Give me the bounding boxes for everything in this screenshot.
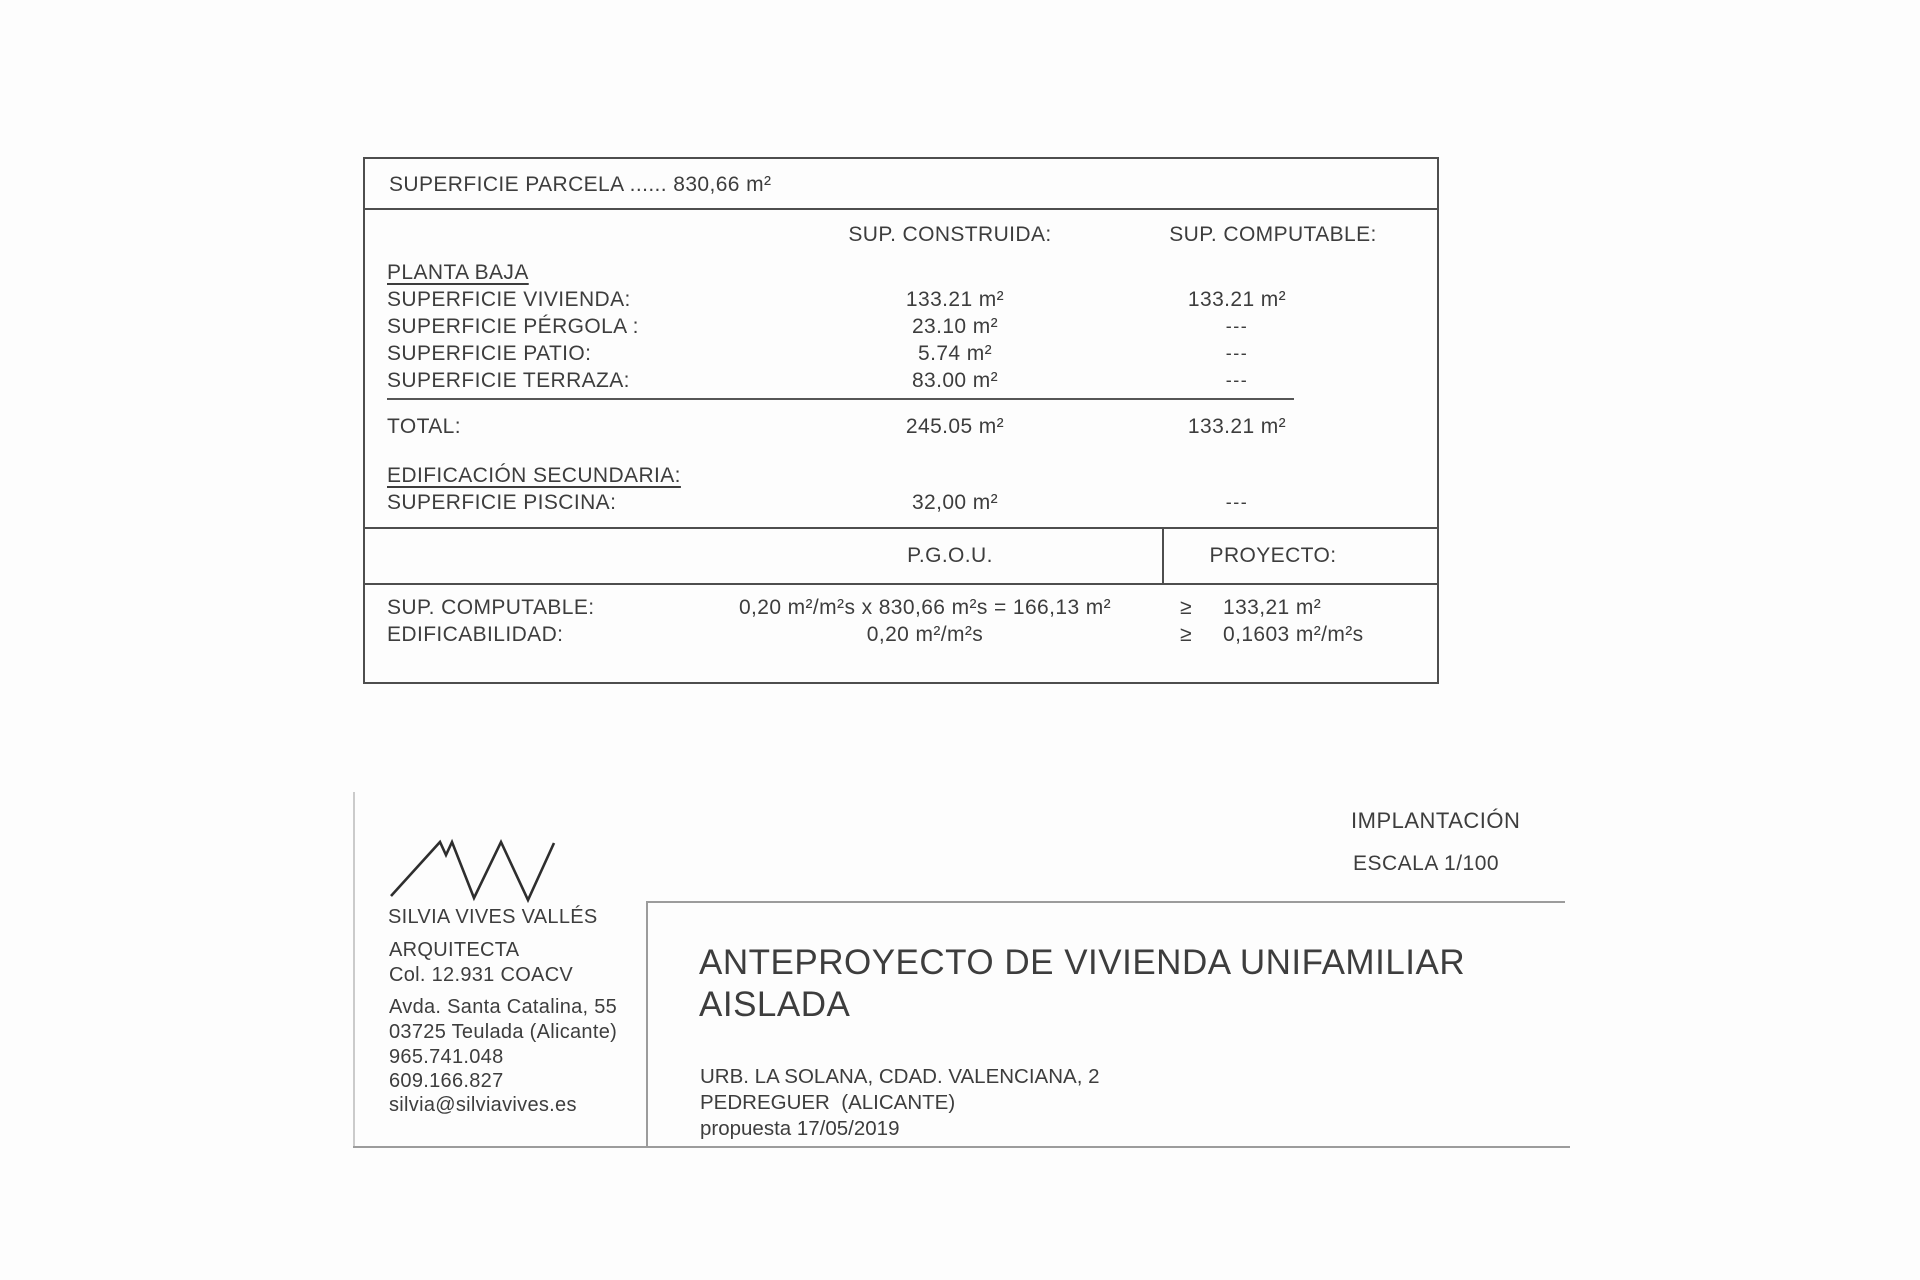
section-title-edificacion-secundaria: EDIFICACIÓN SECUNDARIA: [387, 464, 681, 487]
band-header-proyecto: PROYECTO: [1209, 544, 1337, 567]
row-value-computable: --- [1225, 492, 1249, 512]
project-title-line2: AISLADA [699, 985, 851, 1024]
row-label: SUPERFICIE VIVIENDA: [387, 288, 631, 311]
row-label: SUPERFICIE PÉRGOLA : [387, 315, 639, 338]
summary-formula: 0,20 m²/m²s x 830,66 m²s = 166,13 m² [738, 596, 1112, 619]
project-location-line2: PEDREGUER (ALICANTE) [700, 1091, 956, 1114]
architect-address-line2: 03725 Teulada (Alicante) [389, 1021, 618, 1043]
band-header-pgou: P.G.O.U. [907, 544, 993, 567]
row-value-computable: 133.21 m² [1187, 288, 1287, 311]
architect-phone-1: 965.741.048 [389, 1046, 504, 1068]
architect-role: ARQUITECTA [389, 939, 520, 961]
greater-equal-sign: ≥ [1180, 596, 1192, 619]
area-summary-table [363, 157, 1439, 684]
section-title-planta-baja: PLANTA BAJA [387, 261, 529, 284]
summary-label: SUP. COMPUTABLE: [387, 596, 595, 619]
row-value-construida: 133.21 m² [905, 288, 1005, 311]
project-date-line: propuesta 17/05/2019 [700, 1117, 900, 1140]
summary-label: EDIFICABILIDAD: [387, 623, 564, 646]
titleblock-top-border [646, 901, 1565, 903]
row-value-construida: 32,00 m² [911, 491, 999, 514]
parcel-area-label: SUPERFICIE PARCELA ...... 830,66 m² [389, 173, 772, 196]
summary-formula: 0,20 m²/m²s [866, 623, 984, 646]
column-header-sup-computable: SUP. COMPUTABLE: [1169, 223, 1377, 246]
summary-value: 133,21 m² [1223, 596, 1322, 619]
row-label: SUPERFICIE TERRAZA: [387, 369, 630, 392]
titleblock-vertical-divider [646, 903, 648, 1148]
summary-value: 0,1603 m²/m²s [1223, 623, 1364, 646]
architect-name: SILVIA VIVES VALLÉS [388, 906, 598, 928]
titleblock-left-border [353, 792, 355, 1148]
row-value-computable: --- [1225, 370, 1249, 390]
row-value-construida: 83.00 m² [911, 369, 999, 392]
column-header-sup-construida: SUP. CONSTRUIDA: [848, 223, 1052, 246]
architect-license: Col. 12.931 COACV [389, 964, 574, 986]
architect-address-line1: Avda. Santa Catalina, 55 [389, 996, 618, 1018]
row-value-construida: 23.10 m² [911, 315, 999, 338]
total-separator-line [387, 398, 1294, 400]
architect-zigzag-logo [388, 838, 558, 906]
total-label: TOTAL: [387, 415, 461, 438]
architect-phone-2: 609.166.827 [389, 1070, 504, 1092]
architect-email: silvia@silviavives.es [389, 1094, 577, 1116]
project-location-line1: URB. LA SOLANA, CDAD. VALENCIANA, 2 [700, 1065, 1100, 1088]
pgou-proyecto-band [365, 527, 1437, 585]
greater-equal-sign: ≥ [1180, 623, 1192, 646]
row-label: SUPERFICIE PISCINA: [387, 491, 617, 514]
row-value-construida: 5.74 m² [918, 342, 992, 365]
total-value-construida: 245.05 m² [905, 415, 1005, 438]
row-label: SUPERFICIE PATIO: [387, 342, 592, 365]
project-title-line1: ANTEPROYECTO DE VIVIENDA UNIFAMILIAR [699, 943, 1466, 982]
total-value-computable: 133.21 m² [1187, 415, 1287, 438]
sheet-view-name: IMPLANTACIÓN [1351, 808, 1521, 833]
titleblock-bottom-border [353, 1146, 1570, 1148]
row-value-computable: --- [1225, 316, 1249, 336]
parcel-area-row [365, 159, 1437, 210]
row-value-computable: --- [1225, 343, 1249, 363]
sheet-scale: ESCALA 1/100 [1353, 852, 1500, 875]
